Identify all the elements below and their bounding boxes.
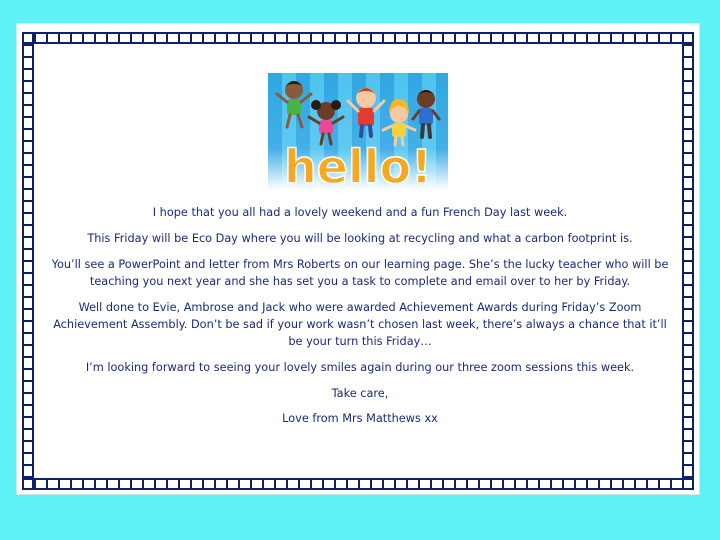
letter-body xyxy=(50,204,670,436)
paragraph-zoom: I’m looking forward to seeing your lovely smiles again during our three zoom sessions this week. xyxy=(85,361,635,374)
sign-off: Take care, xyxy=(331,387,389,400)
border-right xyxy=(682,32,694,490)
hello-text: hello! xyxy=(283,140,433,190)
hello-kids-image xyxy=(268,73,448,190)
border-left xyxy=(22,32,34,490)
border-top xyxy=(22,32,694,44)
signature: Love from Mrs Matthews xx xyxy=(282,412,438,425)
paragraph-eco-day: This Friday will be Eco Day where you will be looking at recycling and what a carbon footprint is. xyxy=(87,232,633,245)
paragraph-new-teacher: You’ll see a PowerPoint and letter from Mrs Roberts on our learning page. She’s the lucky teacher who will be teaching you next year and she has set you a task to complete and email over to her by Friday. xyxy=(51,258,669,288)
paragraph-awards: Well done to Evie, Ambrose and Jack who were awarded Achievement Awards during Friday’s Zoom Achievement Assembly. Don’t be sad if your work wasn’t chosen last week, there’s always a chance that it’ll be your turn this Friday… xyxy=(53,301,667,348)
border-bottom xyxy=(22,478,694,490)
paragraph-greeting: I hope that you all had a lovely weekend and a fun French Day last week. xyxy=(152,206,568,219)
